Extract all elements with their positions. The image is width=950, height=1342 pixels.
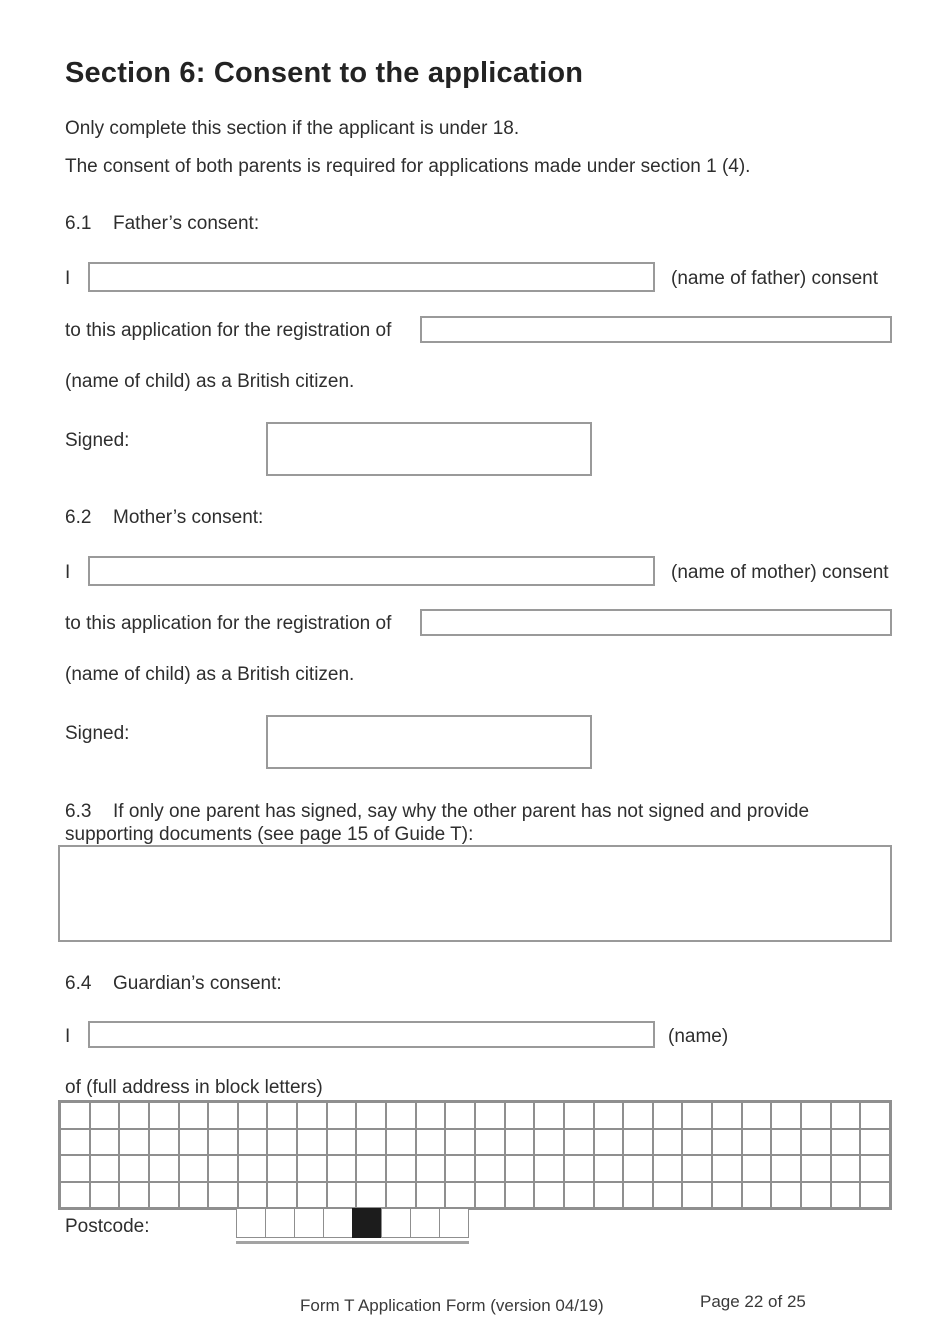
guardian-i-label: I xyxy=(65,1026,71,1047)
intro-line-2: The consent of both parents is required for applications made under section 1 (4). xyxy=(65,156,751,177)
address-grid-cell[interactable] xyxy=(238,1182,268,1209)
address-grid-cell[interactable] xyxy=(327,1102,357,1129)
mother-name-suffix-label: (name of mother) consent xyxy=(671,562,889,583)
address-grid-cell[interactable] xyxy=(682,1102,712,1129)
address-grid-cell[interactable] xyxy=(386,1182,416,1209)
address-grid-cell[interactable] xyxy=(475,1129,505,1156)
mother-registration-label: to this application for the registration of xyxy=(65,613,392,634)
address-grid-cell[interactable] xyxy=(712,1102,742,1129)
address-grid-cell[interactable] xyxy=(208,1155,238,1182)
explanation-textarea[interactable] xyxy=(58,845,892,942)
address-grid-cell[interactable] xyxy=(119,1129,149,1156)
address-grid-cell[interactable] xyxy=(90,1155,120,1182)
address-grid-cell[interactable] xyxy=(682,1155,712,1182)
address-grid-cell[interactable] xyxy=(238,1155,268,1182)
address-grid-cell[interactable] xyxy=(653,1155,683,1182)
address-grid-cell[interactable] xyxy=(416,1129,446,1156)
postcode-cell[interactable] xyxy=(265,1208,295,1238)
address-grid-cell[interactable] xyxy=(831,1129,861,1156)
address-grid-cell[interactable] xyxy=(149,1102,179,1129)
address-grid-cell[interactable] xyxy=(831,1102,861,1129)
section-6-3-number: 6.3 xyxy=(65,801,92,822)
father-registration-label: to this application for the registration of xyxy=(65,320,392,341)
postcode-cell[interactable] xyxy=(410,1208,440,1238)
address-grid-cell[interactable] xyxy=(297,1129,327,1156)
address-grid-cell[interactable] xyxy=(119,1155,149,1182)
address-grid-cell[interactable] xyxy=(831,1182,861,1209)
mother-signature-box[interactable] xyxy=(266,715,592,769)
address-grid-cell[interactable] xyxy=(860,1129,890,1156)
address-grid-cell[interactable] xyxy=(860,1102,890,1129)
address-grid-cell[interactable] xyxy=(475,1155,505,1182)
mother-signed-label: Signed: xyxy=(65,723,130,744)
address-grid-cell[interactable] xyxy=(179,1155,209,1182)
address-grid-cell[interactable] xyxy=(327,1155,357,1182)
address-grid-cell[interactable] xyxy=(594,1102,624,1129)
address-grid-cell[interactable] xyxy=(60,1182,90,1209)
address-grid-cell[interactable] xyxy=(149,1182,179,1209)
address-grid-cell[interactable] xyxy=(416,1102,446,1129)
address-grid-cell[interactable] xyxy=(623,1155,653,1182)
father-child-name-input[interactable] xyxy=(420,316,892,343)
address-grid-cell[interactable] xyxy=(149,1129,179,1156)
address-grid-cell[interactable] xyxy=(475,1182,505,1209)
postcode-cell[interactable] xyxy=(294,1208,324,1238)
postcode-cell[interactable] xyxy=(236,1208,266,1238)
address-grid-cell[interactable] xyxy=(831,1155,861,1182)
footer-page-info: Page 22 of 25 xyxy=(700,1292,806,1311)
address-grid-cell[interactable] xyxy=(564,1129,594,1156)
address-grid-cell[interactable] xyxy=(356,1155,386,1182)
address-grid-cell[interactable] xyxy=(445,1182,475,1209)
father-signature-box[interactable] xyxy=(266,422,592,476)
mother-i-label: I xyxy=(65,562,71,583)
address-grid-cell[interactable] xyxy=(179,1129,209,1156)
address-grid-cell[interactable] xyxy=(267,1182,297,1209)
father-name-suffix-label: (name of father) consent xyxy=(671,268,878,289)
address-grid-cell[interactable] xyxy=(771,1102,801,1129)
guardian-name-input[interactable] xyxy=(88,1021,655,1048)
address-grid-cell[interactable] xyxy=(801,1155,831,1182)
father-name-input[interactable] xyxy=(88,262,655,292)
address-grid-cell[interactable] xyxy=(60,1155,90,1182)
section-6-4-heading xyxy=(65,973,282,995)
address-grid-cell[interactable] xyxy=(119,1182,149,1209)
address-grid-cell[interactable] xyxy=(119,1102,149,1129)
address-grid-cell[interactable] xyxy=(238,1102,268,1129)
address-grid-cell[interactable] xyxy=(742,1182,772,1209)
postcode-label: Postcode: xyxy=(65,1216,150,1237)
section-6-2-title: Mother’s consent: xyxy=(113,507,264,528)
mother-child-line: (name of child) as a British citizen. xyxy=(65,664,355,685)
section-6-2-heading xyxy=(65,507,263,529)
address-grid-cell[interactable] xyxy=(712,1182,742,1209)
address-grid-cell[interactable] xyxy=(208,1102,238,1129)
section-6-3-heading-line2: supporting documents (see page 15 of Guide T): xyxy=(65,824,474,845)
guardian-name-suffix-label: (name) xyxy=(668,1026,729,1047)
section-6-3-text-line1: If only one parent has signed, say why the other parent has not signed and provide xyxy=(113,801,810,822)
address-grid-cell[interactable] xyxy=(386,1129,416,1156)
address-grid-cell[interactable] xyxy=(712,1155,742,1182)
address-grid-cell[interactable] xyxy=(712,1129,742,1156)
postcode-separator-cell xyxy=(352,1208,382,1238)
address-grid-cell[interactable] xyxy=(356,1182,386,1209)
postcode-cells xyxy=(236,1208,469,1244)
address-grid-cell[interactable] xyxy=(653,1129,683,1156)
address-grid-cell[interactable] xyxy=(327,1129,357,1156)
address-grid-cell[interactable] xyxy=(149,1155,179,1182)
address-grid-cell[interactable] xyxy=(386,1155,416,1182)
address-grid-cell[interactable] xyxy=(445,1102,475,1129)
address-grid-cell[interactable] xyxy=(564,1182,594,1209)
page-title: Section 6: Consent to the application xyxy=(65,57,584,89)
section-6-1-title: Father’s consent: xyxy=(113,213,260,234)
address-grid-cell[interactable] xyxy=(801,1182,831,1209)
address-grid-cell[interactable] xyxy=(653,1182,683,1209)
address-grid-cell[interactable] xyxy=(682,1129,712,1156)
address-grid-cell[interactable] xyxy=(60,1102,90,1129)
postcode-cell[interactable] xyxy=(381,1208,411,1238)
father-signed-label: Signed: xyxy=(65,430,130,451)
address-grid-cell[interactable] xyxy=(356,1129,386,1156)
address-grid-cell[interactable] xyxy=(534,1129,564,1156)
address-grid-cell[interactable] xyxy=(623,1129,653,1156)
father-i-label: I xyxy=(65,268,71,289)
address-grid-cell[interactable] xyxy=(267,1129,297,1156)
address-grid-cell[interactable] xyxy=(742,1155,772,1182)
address-grid-cell[interactable] xyxy=(238,1129,268,1156)
address-grid-cell[interactable] xyxy=(771,1129,801,1156)
address-grid-cell[interactable] xyxy=(267,1155,297,1182)
address-grid-cell[interactable] xyxy=(505,1155,535,1182)
address-grid-cell[interactable] xyxy=(416,1182,446,1209)
address-grid-cell[interactable] xyxy=(208,1182,238,1209)
father-child-line: (name of child) as a British citizen. xyxy=(65,371,355,392)
footer-form-name: Form T Application Form (version 04/19) xyxy=(300,1296,604,1315)
address-grid-cell[interactable] xyxy=(594,1155,624,1182)
address-grid xyxy=(58,1100,892,1210)
section-6-1-heading xyxy=(65,213,259,235)
address-grid-cell[interactable] xyxy=(208,1129,238,1156)
address-grid-cell[interactable] xyxy=(297,1155,327,1182)
address-grid-cell[interactable] xyxy=(564,1155,594,1182)
address-grid-cell[interactable] xyxy=(771,1155,801,1182)
address-grid-cell[interactable] xyxy=(742,1102,772,1129)
address-grid-cell[interactable] xyxy=(534,1182,564,1209)
address-grid-cell[interactable] xyxy=(623,1102,653,1129)
postcode-cell[interactable] xyxy=(323,1208,353,1238)
address-grid-cell[interactable] xyxy=(505,1182,535,1209)
address-grid-cell[interactable] xyxy=(90,1182,120,1209)
address-grid-cell[interactable] xyxy=(564,1102,594,1129)
address-grid-cell[interactable] xyxy=(801,1102,831,1129)
address-grid-cell[interactable] xyxy=(534,1155,564,1182)
address-grid-cell[interactable] xyxy=(297,1182,327,1209)
section-6-4-number: 6.4 xyxy=(65,973,92,994)
address-grid-cell[interactable] xyxy=(505,1129,535,1156)
address-grid-cell[interactable] xyxy=(771,1182,801,1209)
mother-child-name-input[interactable] xyxy=(420,609,892,636)
address-grid-cell[interactable] xyxy=(386,1102,416,1129)
section-6-3-heading-line1 xyxy=(65,801,809,823)
address-grid-cell[interactable] xyxy=(267,1102,297,1129)
section-6-4-title: Guardian’s consent: xyxy=(113,973,282,994)
address-grid-cell[interactable] xyxy=(327,1182,357,1209)
address-grid-cell[interactable] xyxy=(682,1182,712,1209)
address-grid-cell[interactable] xyxy=(179,1102,209,1129)
mother-name-input[interactable] xyxy=(88,556,655,586)
address-grid-cell[interactable] xyxy=(90,1129,120,1156)
address-grid-cell[interactable] xyxy=(445,1155,475,1182)
address-grid-cell[interactable] xyxy=(594,1182,624,1209)
address-grid-cell[interactable] xyxy=(505,1102,535,1129)
address-grid-cell[interactable] xyxy=(90,1102,120,1129)
address-grid-cell[interactable] xyxy=(179,1182,209,1209)
address-grid-cell[interactable] xyxy=(860,1182,890,1209)
address-grid-cell[interactable] xyxy=(534,1102,564,1129)
address-grid-cell[interactable] xyxy=(60,1129,90,1156)
address-grid-cell[interactable] xyxy=(416,1155,446,1182)
section-6-2-number: 6.2 xyxy=(65,507,92,528)
address-grid-cell[interactable] xyxy=(623,1182,653,1209)
address-grid-cell[interactable] xyxy=(297,1102,327,1129)
address-grid-cell[interactable] xyxy=(475,1102,505,1129)
address-grid-cell[interactable] xyxy=(860,1155,890,1182)
postcode-cell[interactable] xyxy=(439,1208,469,1238)
address-grid-cell[interactable] xyxy=(742,1129,772,1156)
address-grid-cell[interactable] xyxy=(801,1129,831,1156)
guardian-address-label: of (full address in block letters) xyxy=(65,1077,323,1098)
address-grid-cell[interactable] xyxy=(356,1102,386,1129)
address-grid-cell[interactable] xyxy=(445,1129,475,1156)
address-grid-cell[interactable] xyxy=(594,1129,624,1156)
section-6-1-number: 6.1 xyxy=(65,213,92,234)
address-grid-cell[interactable] xyxy=(653,1102,683,1129)
intro-line-1: Only complete this section if the applicant is under 18. xyxy=(65,118,520,139)
